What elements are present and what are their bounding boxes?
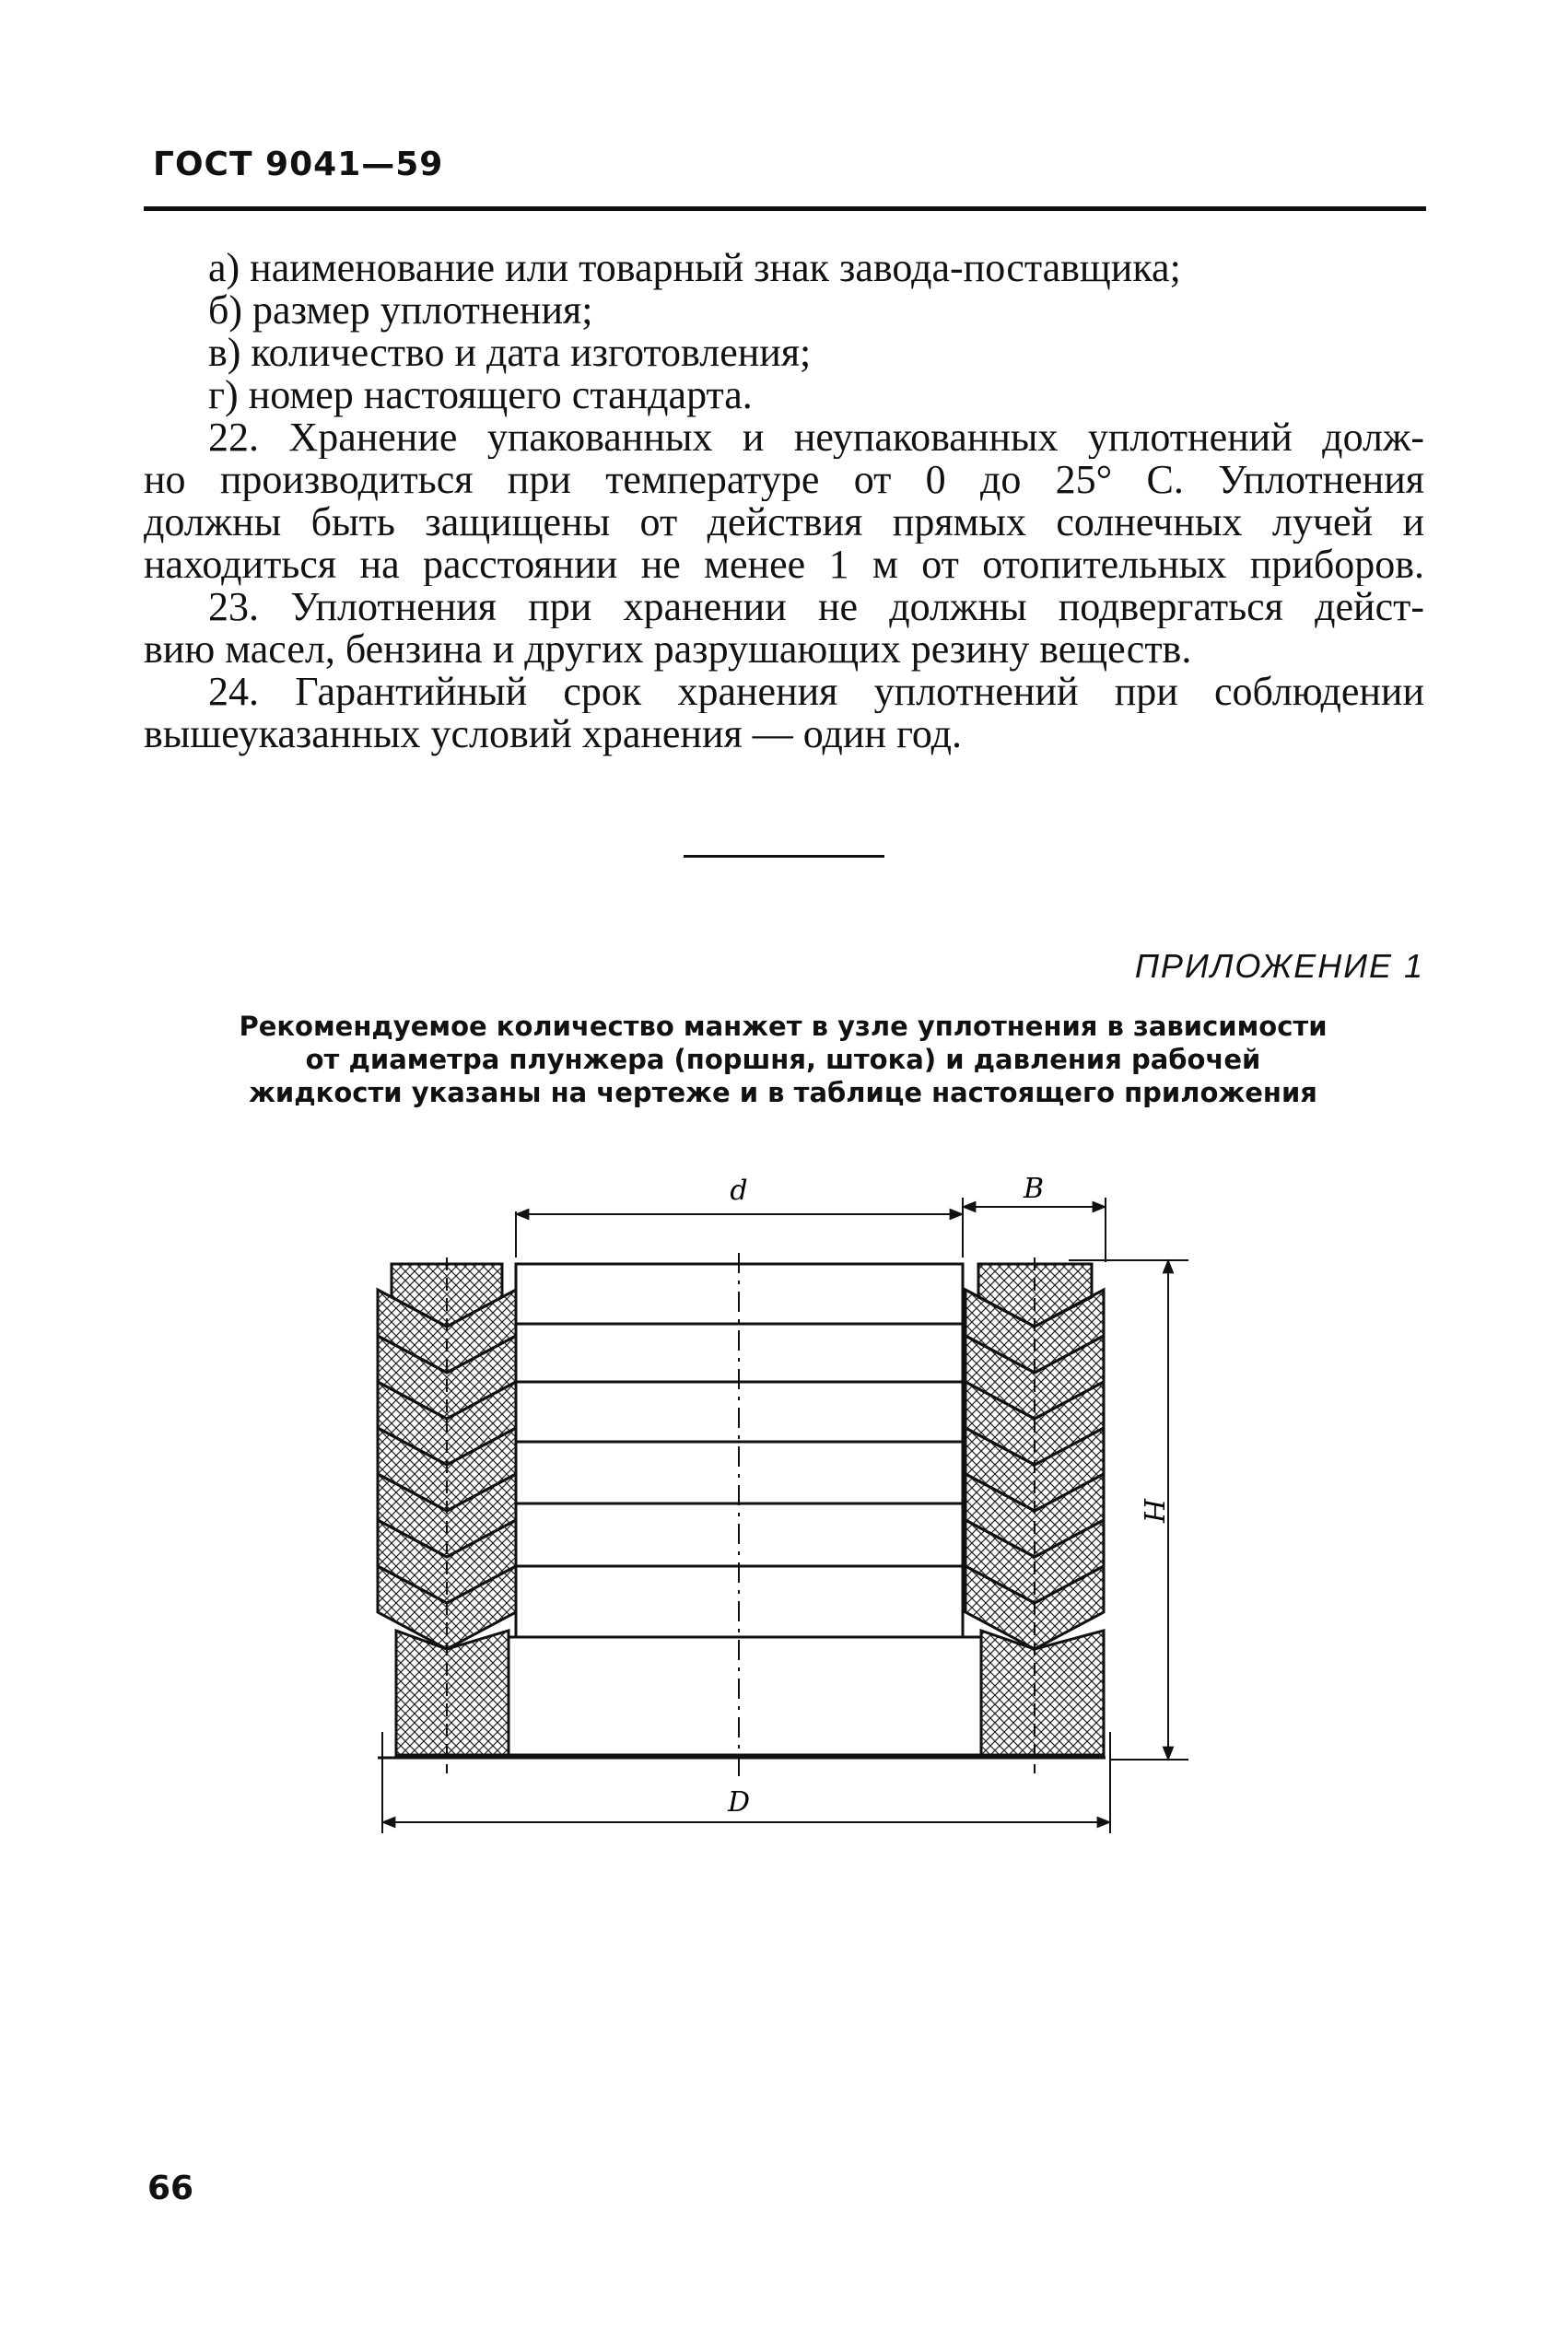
section-divider	[684, 855, 884, 858]
paragraph-24-line: вышеуказанных условий хранения — один год.	[144, 711, 963, 756]
dimension-b	[963, 1173, 1106, 1262]
dimension-label-d: d	[730, 1175, 748, 1207]
paragraph-22-line: 22. Хранение упакованных и неупакованных уплотнений долж-	[208, 416, 1424, 459]
dimension-d	[516, 1175, 963, 1258]
dimension-label-D: D	[727, 1786, 751, 1819]
paragraph-22-line: должны быть защищены от действия прямых солнечных лучей и	[144, 501, 1424, 544]
paragraph-23-line: вию масел, бензина и других разрушающих резину веществ.	[144, 626, 1192, 672]
dimension-label-h: H	[1137, 1498, 1169, 1524]
paragraph-22-line: но производиться при температуре от 0 до 25° С. Уплотнения	[144, 459, 1424, 501]
page-number: 66	[147, 2170, 194, 2207]
paragraph-24-line: 24. Гарантийный срок хранения уплотнений при соблюдении	[208, 671, 1424, 713]
appendix-caption	[184, 1010, 1382, 1109]
left-seal-stack	[378, 1258, 516, 1773]
paragraph-22-line: находиться на расстоянии не менее 1 м от отопительных приборов.	[144, 544, 1424, 586]
caption-line: Рекомендуемое количество манжет в узле уплотнения в зависимости	[239, 1011, 1328, 1042]
list-item-a: а) наименование или товарный знак завода-поставщика;	[208, 245, 1181, 290]
right-seal-stack	[965, 1258, 1104, 1773]
list-item-g: г) номер настоящего стандарта.	[208, 372, 753, 417]
dimension-label-b: B	[1023, 1173, 1045, 1205]
list-item-v: в) количество и дата изготовления;	[208, 330, 812, 375]
paragraph-23-line: 23. Уплотнения при хранении не должны подвергаться дейст-	[208, 586, 1424, 628]
body-text	[144, 247, 1424, 755]
caption-line: жидкости указаны на чертеже и в таблице настоящего приложения	[249, 1077, 1317, 1108]
list-item-b: б) размер уплотнения;	[208, 287, 593, 333]
header-rule	[144, 206, 1426, 211]
document-header: ГОСТ 9041—59	[153, 146, 444, 183]
caption-line: от диаметра плунжера (поршня, штока) и давления рабочей	[305, 1044, 1261, 1075]
appendix-title: ПРИЛОЖЕНИЕ 1	[1134, 947, 1424, 985]
seal-assembly-drawing	[0, 1142, 1568, 1861]
